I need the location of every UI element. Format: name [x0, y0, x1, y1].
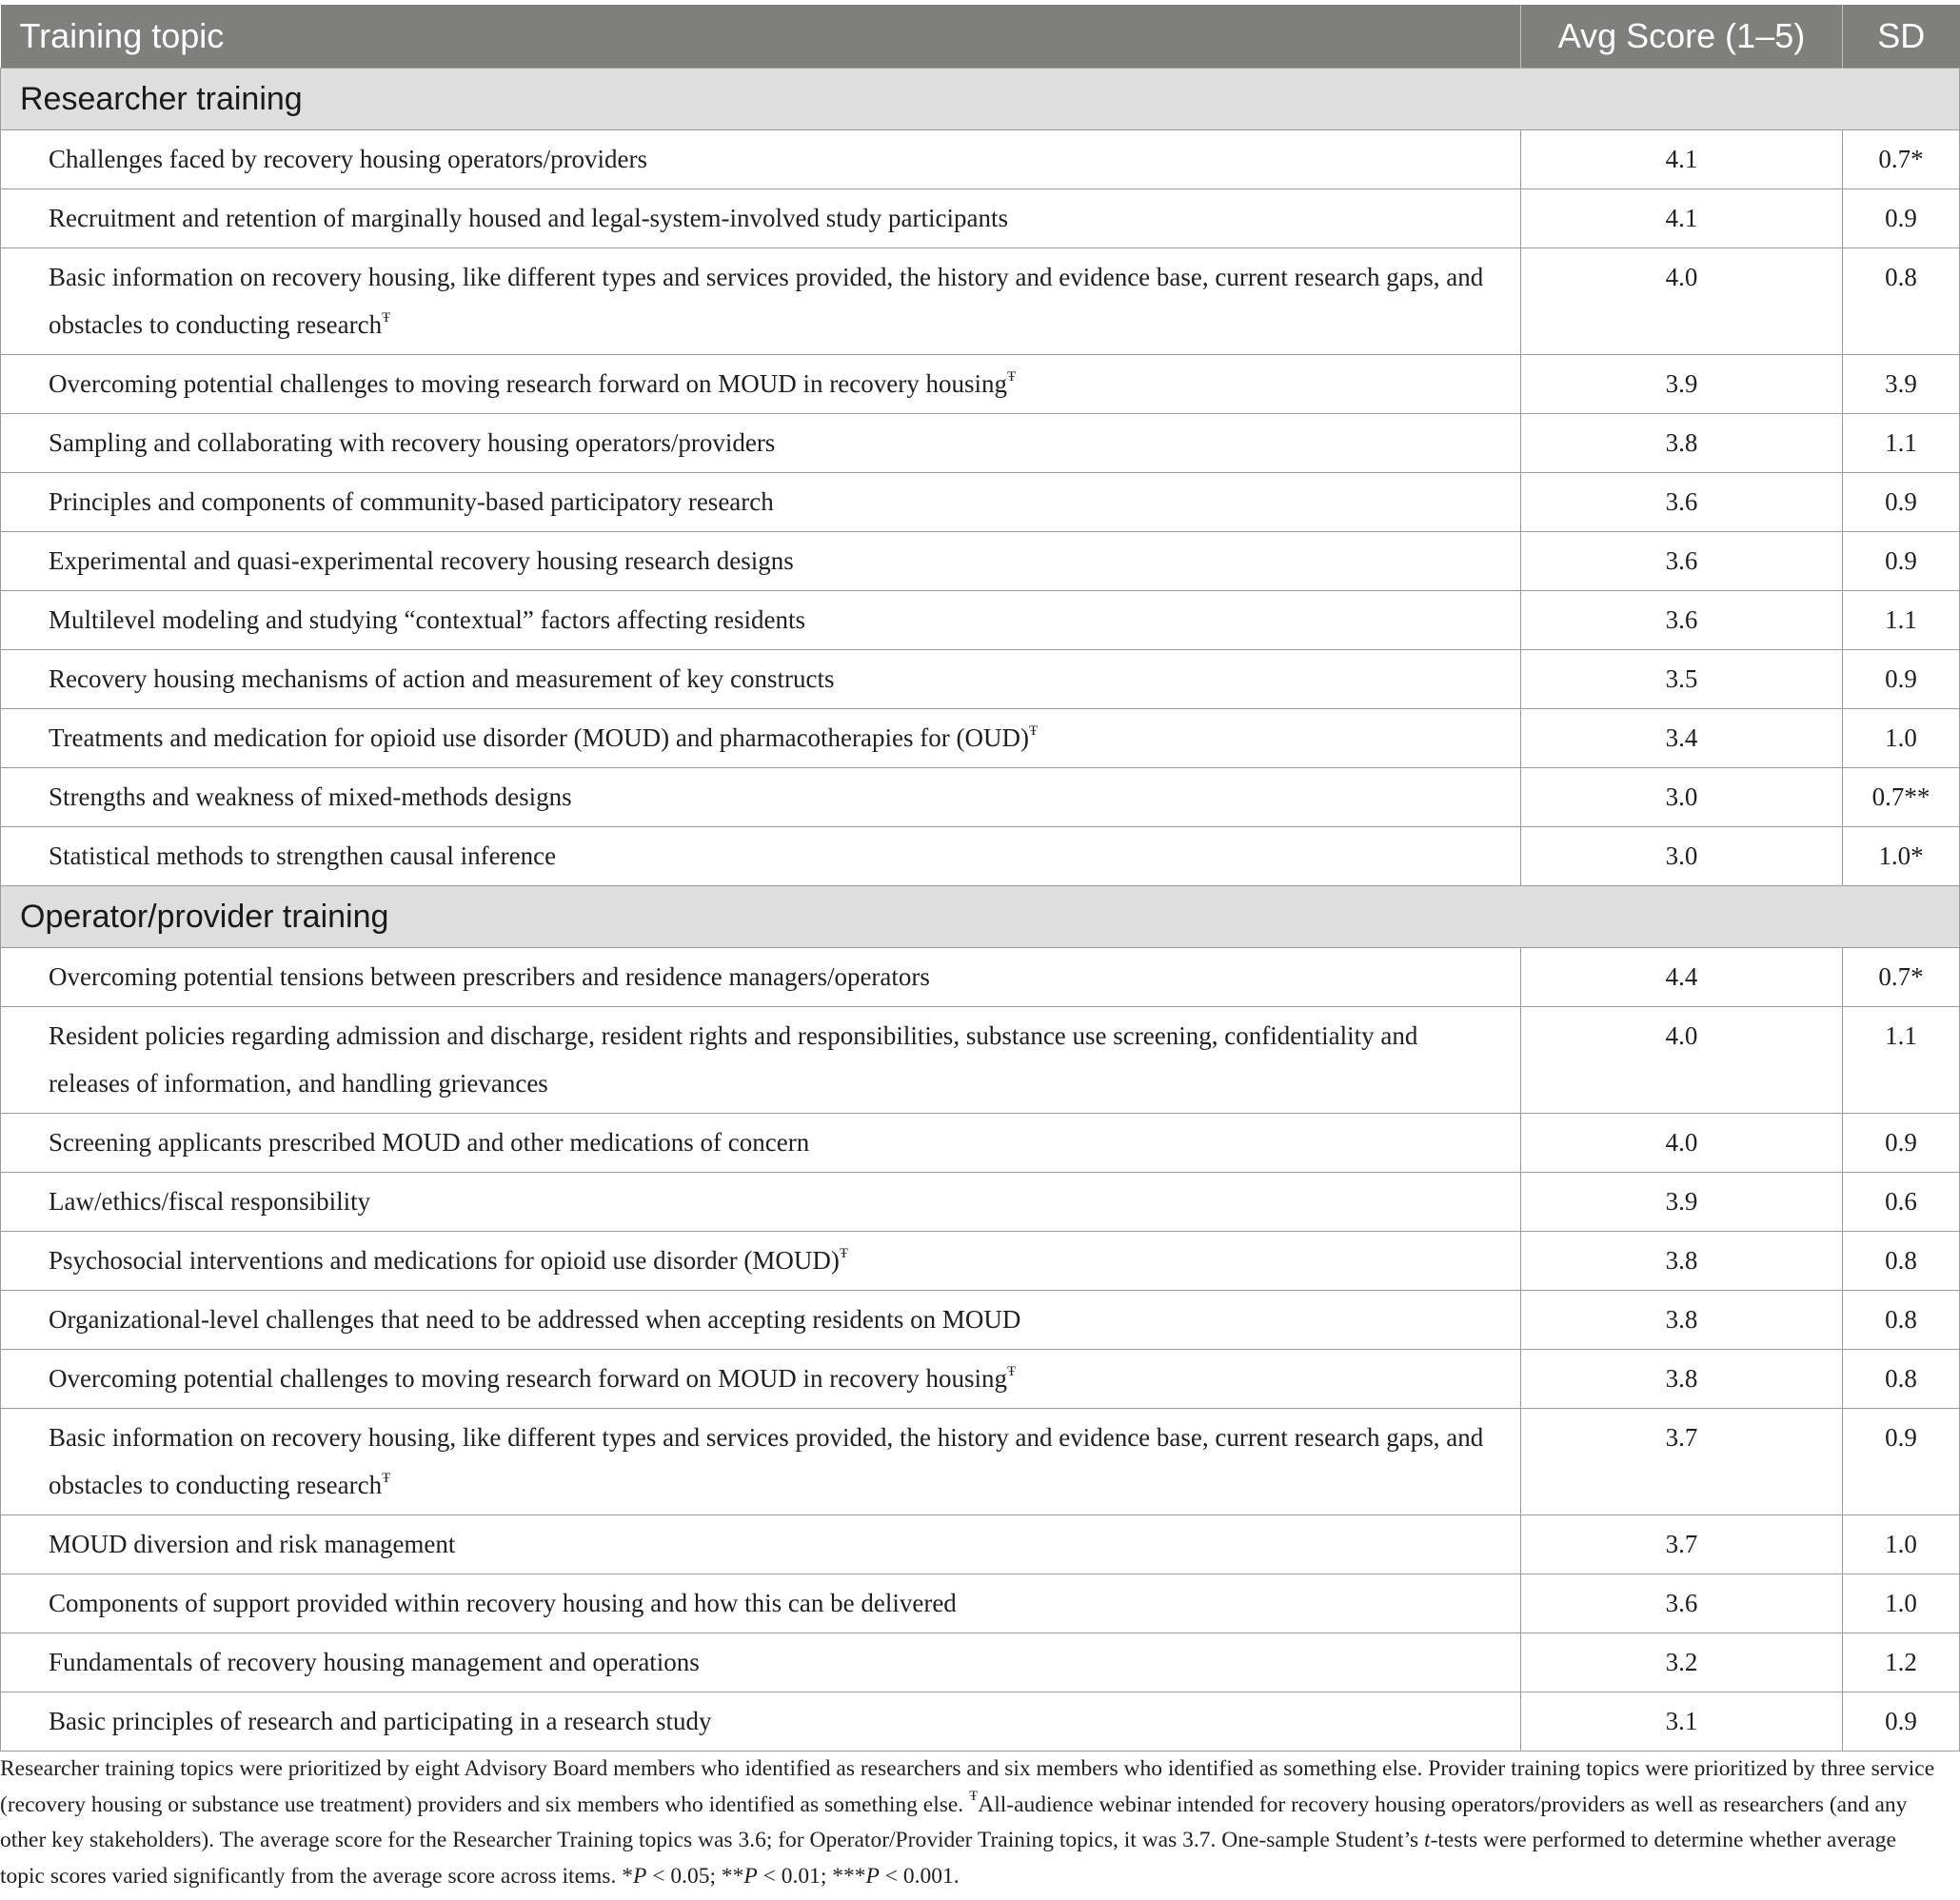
- avg-score-cell: 3.5: [1521, 650, 1843, 709]
- sd-cell: 0.9: [1843, 1692, 1960, 1752]
- topic-cell: [1, 1007, 1521, 1114]
- footnote-text-1: Researcher training topics were prioritized by eight Advisory Board members who identified as researchers and six members who identified as something else. Provider training topics were prioritized by three service (recovery housing or substance use treatment) providers and six members who identified as something else.: [0, 1756, 1935, 1817]
- avg-score-cell: 4.1: [1521, 189, 1843, 248]
- topic-cell: [1, 355, 1521, 414]
- avg-score-cell: 4.4: [1521, 948, 1843, 1007]
- table-row: [1, 1574, 1960, 1633]
- topic-cell: [1, 1173, 1521, 1232]
- topic-text: Components of support provided within recovery housing and how this can be delivered: [49, 1589, 957, 1617]
- sd-cell: 0.9: [1843, 189, 1960, 248]
- topic-text: Strengths and weakness of mixed-methods designs: [49, 782, 572, 811]
- avg-score-cell: 4.0: [1521, 1114, 1843, 1173]
- avg-score-cell: 3.6: [1521, 1574, 1843, 1633]
- table-row: [1, 1633, 1960, 1692]
- avg-score-cell: 3.6: [1521, 591, 1843, 650]
- table-row: [1, 1173, 1960, 1232]
- avg-score-cell: 3.0: [1521, 768, 1843, 827]
- table-row: [1, 1515, 1960, 1574]
- webinar-mark: Ŧ: [382, 310, 391, 326]
- avg-score-cell: 4.1: [1521, 130, 1843, 189]
- sd-cell: 1.0*: [1843, 827, 1960, 886]
- table-row: [1, 248, 1960, 355]
- avg-score-cell: 3.7: [1521, 1409, 1843, 1515]
- avg-score-cell: 4.0: [1521, 1007, 1843, 1114]
- avg-score-cell: 3.8: [1521, 1350, 1843, 1409]
- topic-text: Basic information on recovery housing, like different types and services provided, the history and evidence base, current research gaps, and obstacles to conducting research: [49, 263, 1484, 339]
- sd-cell: 0.8: [1843, 248, 1960, 355]
- topic-text: Fundamentals of recovery housing management and operations: [49, 1648, 700, 1676]
- header-sd: SD: [1843, 5, 1960, 69]
- topic-cell: [1, 248, 1521, 355]
- webinar-mark: Ŧ: [382, 1471, 391, 1486]
- avg-score-cell: 3.0: [1521, 827, 1843, 886]
- avg-score-cell: 3.8: [1521, 1232, 1843, 1291]
- avg-score-cell: 3.6: [1521, 532, 1843, 591]
- topic-text: Law/ethics/fiscal responsibility: [49, 1187, 371, 1216]
- footnote-text-6: < 0.001.: [879, 1863, 960, 1889]
- training-topics-table: [0, 5, 1960, 1752]
- footnote-p-1: P: [632, 1863, 647, 1889]
- topic-cell: [1, 473, 1521, 532]
- avg-score-cell: 3.7: [1521, 1515, 1843, 1574]
- section-header-row: [1, 886, 1960, 948]
- sd-cell: 0.7**: [1843, 768, 1960, 827]
- sd-cell: 0.8: [1843, 1350, 1960, 1409]
- footnote-text-2: All-audience webinar intended for recovery housing operators/providers as well as researchers (and any other key stakeholders). The average score for the Researcher Training topics was 3.6; for Operator/Provider Training topics, it was 3.7. One-sample Student’s: [0, 1791, 1908, 1852]
- topic-cell: [1, 1515, 1521, 1574]
- table-row: [1, 130, 1960, 189]
- section-header-row: [1, 69, 1960, 130]
- table-row: [1, 948, 1960, 1007]
- topic-text: Basic information on recovery housing, like different types and services provided, the history and evidence base, current research gaps, and obstacles to conducting research: [49, 1423, 1484, 1499]
- footnote-text-5: < 0.01; ***: [757, 1863, 866, 1889]
- sd-cell: 3.9: [1843, 355, 1960, 414]
- footnote-p-2: P: [743, 1863, 758, 1889]
- table-row: [1, 1232, 1960, 1291]
- avg-score-cell: 3.2: [1521, 1633, 1843, 1692]
- topic-cell: [1, 768, 1521, 827]
- sd-cell: 0.6: [1843, 1173, 1960, 1232]
- topic-cell: [1, 1692, 1521, 1752]
- section-title: Researcher training: [1, 69, 1960, 130]
- sd-cell: 0.9: [1843, 1409, 1960, 1515]
- topic-cell: [1, 1232, 1521, 1291]
- footnote-t: t: [1424, 1828, 1431, 1852]
- table-body: [1, 69, 1960, 1752]
- table-row: [1, 414, 1960, 473]
- topic-text: Psychosocial interventions and medications for opioid use disorder (MOUD): [49, 1246, 840, 1275]
- table-header-row: [1, 5, 1960, 69]
- topic-text: Statistical methods to strengthen causal inference: [49, 841, 557, 870]
- topic-text: Experimental and quasi-experimental recovery housing research designs: [49, 546, 794, 575]
- table-row: [1, 650, 1960, 709]
- topic-cell: [1, 1409, 1521, 1515]
- topic-text: Multilevel modeling and studying “contextual” factors affecting residents: [49, 605, 806, 634]
- table-row: [1, 1350, 1960, 1409]
- topic-cell: [1, 1291, 1521, 1350]
- footnote-p-3: P: [865, 1863, 880, 1889]
- avg-score-cell: 3.8: [1521, 1291, 1843, 1350]
- topic-text: Resident policies regarding admission and discharge, resident rights and responsibilities, substance use screening, confidentiality and releases of information, and handling grievances: [49, 1021, 1418, 1098]
- footnote-text-4: < 0.05; **: [646, 1863, 744, 1889]
- table-row: [1, 532, 1960, 591]
- table-row: [1, 1409, 1960, 1515]
- webinar-mark: Ŧ: [1006, 369, 1017, 385]
- topic-text: Overcoming potential challenges to moving research forward on MOUD in recovery housing: [49, 1364, 1007, 1393]
- sd-cell: 0.9: [1843, 532, 1960, 591]
- section-title: Operator/provider training: [1, 886, 1960, 948]
- topic-cell: [1, 650, 1521, 709]
- topic-text: Principles and components of community-based participatory research: [49, 487, 774, 516]
- avg-score-cell: 3.4: [1521, 709, 1843, 768]
- table-footnote: [0, 1752, 1942, 1894]
- topic-text: Recruitment and retention of marginally housed and legal-system-involved study participants: [49, 204, 1009, 232]
- sd-cell: 0.8: [1843, 1291, 1960, 1350]
- table-row: [1, 768, 1960, 827]
- topic-text: Overcoming potential challenges to moving research forward on MOUD in recovery housing: [49, 369, 1007, 398]
- sd-cell: 1.1: [1843, 591, 1960, 650]
- table-row: [1, 473, 1960, 532]
- topic-text: Recovery housing mechanisms of action and measurement of key constructs: [49, 664, 835, 693]
- sd-cell: 0.7*: [1843, 948, 1960, 1007]
- header-training-topic: Training topic: [1, 5, 1521, 69]
- topic-cell: [1, 1633, 1521, 1692]
- header-avg-score: Avg Score (1–5): [1521, 5, 1843, 69]
- avg-score-cell: 3.6: [1521, 473, 1843, 532]
- webinar-mark: Ŧ: [839, 1246, 849, 1261]
- topic-cell: [1, 1574, 1521, 1633]
- topic-text: Basic principles of research and participating in a research study: [49, 1707, 712, 1735]
- avg-score-cell: 4.0: [1521, 248, 1843, 355]
- sd-cell: 0.7*: [1843, 130, 1960, 189]
- avg-score-cell: 3.1: [1521, 1692, 1843, 1752]
- topic-text: Challenges faced by recovery housing operators/providers: [49, 145, 648, 173]
- table-row: [1, 1007, 1960, 1114]
- table-row: [1, 189, 1960, 248]
- sd-cell: 1.1: [1843, 1007, 1960, 1114]
- topic-cell: [1, 189, 1521, 248]
- table-row: [1, 709, 1960, 768]
- topic-text: MOUD diversion and risk management: [49, 1530, 456, 1558]
- topic-cell: [1, 948, 1521, 1007]
- topic-text: Organizational-level challenges that need to be addressed when accepting residents on MOUD: [49, 1305, 1021, 1334]
- sd-cell: 1.0: [1843, 1574, 1960, 1633]
- table-row: [1, 1291, 1960, 1350]
- footnote-text-3: -tests were performed to determine whether average topic scores varied significantly from the average score across items. *: [0, 1828, 1896, 1889]
- webinar-mark: Ŧ: [1028, 723, 1039, 739]
- topic-text: Sampling and collaborating with recovery housing operators/providers: [49, 428, 776, 457]
- avg-score-cell: 3.8: [1521, 414, 1843, 473]
- topic-cell: [1, 1350, 1521, 1409]
- table-container: [0, 5, 1960, 1752]
- sd-cell: 1.1: [1843, 414, 1960, 473]
- topic-cell: [1, 532, 1521, 591]
- table-row: [1, 591, 1960, 650]
- sd-cell: 1.2: [1843, 1633, 1960, 1692]
- sd-cell: 0.9: [1843, 650, 1960, 709]
- table-row: [1, 1114, 1960, 1173]
- topic-text: Treatments and medication for opioid use disorder (MOUD) and pharmacotherapies for (OUD): [49, 723, 1029, 752]
- avg-score-cell: 3.9: [1521, 355, 1843, 414]
- topic-cell: [1, 130, 1521, 189]
- sd-cell: 0.8: [1843, 1232, 1960, 1291]
- topic-cell: [1, 414, 1521, 473]
- topic-text: Overcoming potential tensions between prescribers and residence managers/operators: [49, 962, 930, 991]
- topic-cell: [1, 1114, 1521, 1173]
- table-row: [1, 355, 1960, 414]
- topic-cell: [1, 709, 1521, 768]
- table-row: [1, 1692, 1960, 1752]
- sd-cell: 1.0: [1843, 709, 1960, 768]
- webinar-mark: Ŧ: [1006, 1364, 1017, 1379]
- table-row: [1, 827, 1960, 886]
- sd-cell: 0.9: [1843, 473, 1960, 532]
- avg-score-cell: 3.9: [1521, 1173, 1843, 1232]
- sd-cell: 0.9: [1843, 1114, 1960, 1173]
- topic-text: Screening applicants prescribed MOUD and other medications of concern: [49, 1128, 810, 1157]
- topic-cell: [1, 827, 1521, 886]
- topic-cell: [1, 591, 1521, 650]
- sd-cell: 1.0: [1843, 1515, 1960, 1574]
- footnote-mark: Ŧ: [969, 1788, 979, 1804]
